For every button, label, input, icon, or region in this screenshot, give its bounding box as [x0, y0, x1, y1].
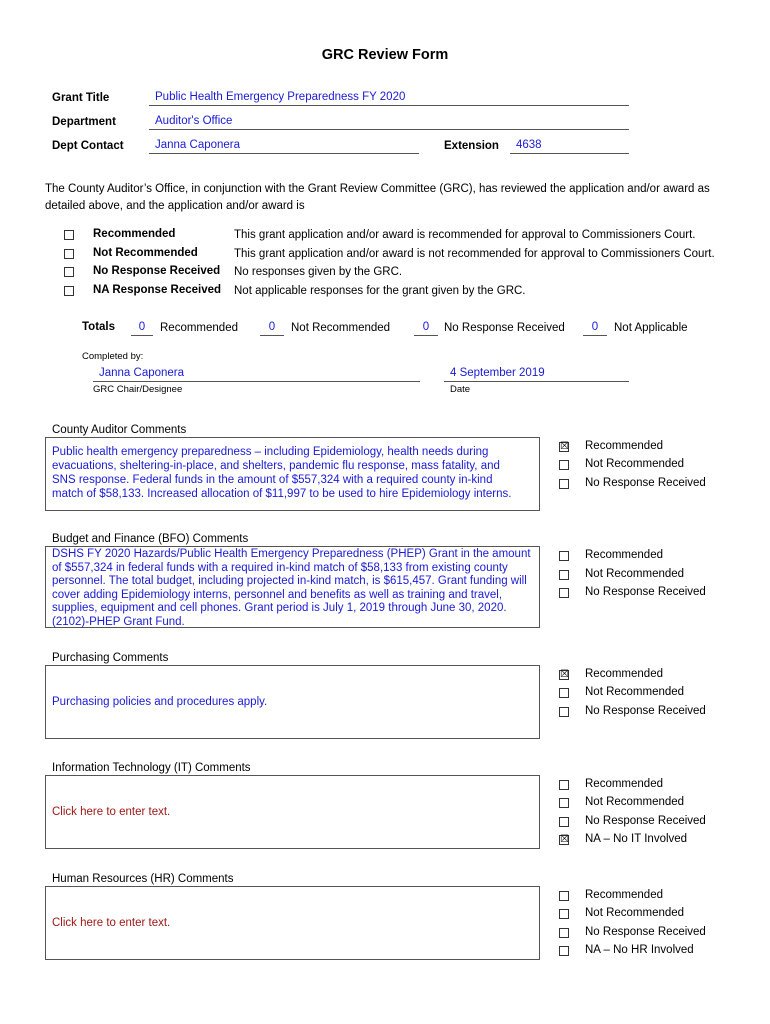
- bfo-comments-title: Budget and Finance (BFO) Comments: [52, 533, 249, 545]
- totals-recommended-value[interactable]: 0: [131, 320, 153, 336]
- hr-recommended-label: Recommended: [585, 889, 663, 901]
- purchasing-not-recommended-label: Not Recommended: [585, 686, 685, 698]
- auditor-comment-line: SNS response. Federal funds in the amount of $557,324 with a required county in-kind: [52, 474, 493, 486]
- totals-no-response-label: No Response Received: [444, 322, 565, 334]
- it-na-checkbox[interactable]: ☒: [560, 834, 569, 845]
- hr-na-label: NA – No HR Involved: [585, 944, 694, 956]
- it-not-recommended-label: Not Recommended: [585, 796, 685, 808]
- auditor-comment-line: Public health emergency preparedness – including Epidemiology, health needs during: [52, 446, 489, 458]
- it-no-response-checkbox[interactable]: [559, 817, 569, 827]
- it-no-response-label: No Response Received: [585, 815, 706, 827]
- completed-date-field[interactable]: 4 September 2019: [444, 366, 629, 382]
- department-field[interactable]: Auditor's Office: [149, 114, 629, 130]
- bfo-not-recommended-label: Not Recommended: [585, 568, 685, 580]
- auditor-comments-title: County Auditor Comments: [52, 424, 187, 436]
- it-recommended-checkbox[interactable]: [559, 780, 569, 790]
- form-title: GRC Review Form: [321, 47, 449, 63]
- bfo-comment-line: DSHS FY 2020 Hazards/Public Health Emergency Preparedness (PHEP) Grant in the amount: [52, 548, 531, 560]
- status-na-response-checkbox[interactable]: [64, 286, 74, 296]
- it-recommended-label: Recommended: [585, 778, 663, 790]
- status-no-response-checkbox[interactable]: [64, 267, 74, 277]
- totals-label: Totals: [82, 321, 116, 333]
- purchasing-not-recommended-checkbox[interactable]: [559, 688, 569, 698]
- status-na-response-desc: Not applicable responses for the grant given by the GRC.: [234, 285, 526, 297]
- bfo-recommended-checkbox[interactable]: [559, 551, 569, 561]
- intro-line-2: detailed above, and the application and/or award is: [45, 200, 305, 212]
- auditor-not-recommended-checkbox[interactable]: [559, 460, 569, 470]
- extension-field[interactable]: 4638: [510, 138, 629, 154]
- dept-contact-label: Dept Contact: [52, 140, 124, 152]
- totals-not-recommended-label: Not Recommended: [291, 322, 391, 334]
- purchasing-comments-title: Purchasing Comments: [52, 652, 169, 664]
- hr-comments-box[interactable]: [45, 886, 540, 960]
- intro-line-1: The County Auditor’s Office, in conjunction with the Grant Review Committee (GRC), has reviewed the application and/or award as: [45, 183, 710, 195]
- totals-not-recommended-value[interactable]: 0: [260, 320, 284, 336]
- purchasing-no-response-checkbox[interactable]: [559, 707, 569, 717]
- hr-no-response-label: No Response Received: [585, 926, 706, 938]
- completed-date-caption: Date: [450, 384, 471, 395]
- it-comments-title: Information Technology (IT) Comments: [52, 762, 251, 774]
- hr-no-response-checkbox[interactable]: [559, 928, 569, 938]
- totals-no-response-value[interactable]: 0: [414, 320, 438, 336]
- completed-by-name-field[interactable]: Janna Caponera: [93, 366, 420, 382]
- auditor-comments-box[interactable]: [45, 437, 540, 511]
- bfo-no-response-label: No Response Received: [585, 586, 706, 598]
- department-label: Department: [52, 116, 116, 128]
- status-not-recommended-label: Not Recommended: [93, 247, 198, 259]
- purchasing-comment-text: Purchasing policies and procedures apply.: [52, 696, 268, 708]
- auditor-comment-line: evacuations, sheltering-in-place, and shelters, pandemic flu response, mass fatality, and: [52, 460, 500, 472]
- purchasing-comments-box[interactable]: [45, 665, 540, 739]
- bfo-not-recommended-checkbox[interactable]: [559, 570, 569, 580]
- hr-na-checkbox[interactable]: [559, 946, 569, 956]
- status-recommended-label: Recommended: [93, 228, 176, 240]
- status-recommended-desc: This grant application and/or award is recommended for approval to Commissioners Court.: [234, 229, 696, 241]
- bfo-comments-box[interactable]: [45, 546, 540, 628]
- it-comments-box[interactable]: [45, 775, 540, 849]
- bfo-comment-line: supplies, equipment and cell phones. Grant period is July 1, 2019 through June 30, 2020.: [52, 602, 507, 614]
- hr-comment-placeholder: Click here to enter text.: [52, 917, 171, 929]
- status-na-response-label: NA Response Received: [93, 284, 222, 296]
- purchasing-recommended-checkbox[interactable]: ☒: [560, 669, 569, 680]
- status-no-response-desc: No responses given by the GRC.: [234, 266, 403, 278]
- bfo-comment-line: (2102)-PHEP Grant Fund.: [52, 615, 185, 628]
- totals-not-applicable-label: Not Applicable: [614, 322, 688, 334]
- it-comment-placeholder: Click here to enter text.: [52, 806, 171, 818]
- hr-comments-title: Human Resources (HR) Comments: [52, 873, 234, 885]
- hr-recommended-checkbox[interactable]: [559, 891, 569, 901]
- grant-title-field[interactable]: Public Health Emergency Preparedness FY 2020: [149, 90, 629, 106]
- bfo-comment-line: personnel. The total budget, including projected in-kind match, is $615,457. Grant funding will: [52, 575, 527, 587]
- extension-label: Extension: [444, 140, 499, 152]
- completed-by-caption: GRC Chair/Designee: [93, 384, 183, 395]
- bfo-recommended-label: Recommended: [585, 549, 663, 561]
- it-na-label: NA – No IT Involved: [585, 833, 688, 845]
- status-no-response-label: No Response Received: [93, 265, 221, 277]
- bfo-comment-line: cover adding Epidemiology interns, personnel and benefits as well as training and travel,: [52, 588, 503, 601]
- auditor-no-response-checkbox[interactable]: [559, 479, 569, 489]
- status-recommended-checkbox[interactable]: [64, 230, 74, 240]
- purchasing-recommended-label: Recommended: [585, 668, 663, 680]
- auditor-comment-line: match of $58,133. Increased allocation of $11,997 to be used to hire Epidemiology interns.: [52, 488, 512, 500]
- hr-not-recommended-label: Not Recommended: [585, 907, 685, 919]
- totals-recommended-label: Recommended: [160, 322, 238, 334]
- completed-by-label: Completed by:: [82, 351, 144, 362]
- auditor-recommended-label: Recommended: [585, 440, 663, 452]
- grant-title-label: Grant Title: [52, 92, 110, 104]
- purchasing-no-response-label: No Response Received: [585, 705, 706, 717]
- auditor-recommended-checkbox[interactable]: ☒: [560, 441, 569, 452]
- totals-not-applicable-value[interactable]: 0: [583, 320, 607, 336]
- status-not-recommended-checkbox[interactable]: [64, 249, 74, 259]
- bfo-no-response-checkbox[interactable]: [559, 588, 569, 598]
- bfo-comment-line: of $557,324 in federal funds with a required in-kind match of $58,133 from existing county: [52, 561, 508, 574]
- it-not-recommended-checkbox[interactable]: [559, 798, 569, 808]
- dept-contact-field[interactable]: Janna Caponera: [149, 138, 419, 154]
- auditor-not-recommended-label: Not Recommended: [585, 458, 685, 470]
- auditor-no-response-label: No Response Received: [585, 477, 706, 489]
- hr-not-recommended-checkbox[interactable]: [559, 909, 569, 919]
- status-not-recommended-desc: This grant application and/or award is not recommended for approval to Commissioners Court.: [234, 248, 715, 260]
